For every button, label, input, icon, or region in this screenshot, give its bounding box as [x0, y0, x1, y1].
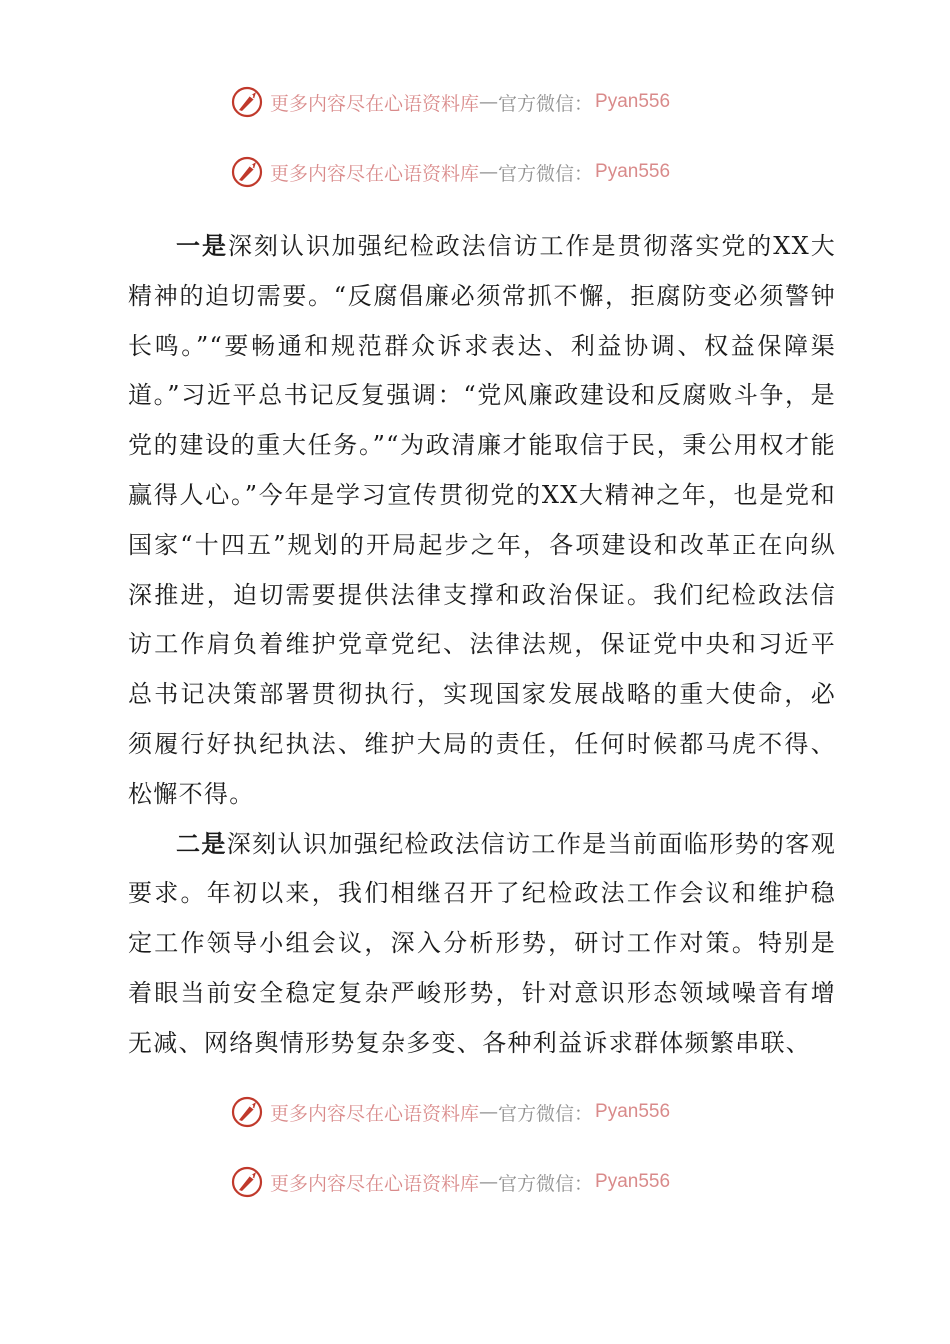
watermark-dash: — — [479, 161, 499, 183]
paragraph-1 — [128, 222, 836, 820]
paragraph-text: 深刻认识加强纪检政法信访工作是当前面临形势的客观要求。年初以来，我们相继召开了纪检政法工作会议和维护稳定工作领导小组会议，深入分析形势，研讨工作对策。特别是着眼当前安全稳定复杂严峻形势，针对意识形态领域噪音有增无减、网络舆情形势复杂多变、各种利益诉求群体频繁串联、 — [128, 829, 836, 1057]
watermark-dash: — — [479, 1171, 499, 1193]
watermark-label: 官方微信： — [498, 162, 594, 185]
paragraph-text: 深刻认识加强纪检政法信访工作是贯彻落实党的XX大精神的迫切需要。“反腐倡廉必须常抓不懈，拒腐防变必须警钟长鸣。”“要畅通和规范群众诉求表达、利益协调、权益保障渠道。”习近平总书记反复强调：“党风廉政建设和反腐败斗争，是党的建设的重大任务。”“为政清廉才能取信于民，秉公用权才能赢得人心。”今年是学习宣传贯彻党的XX大精神之年，也是党和国家“十四五”规划的开局起步之年，各项建设和改革正在向纵深推进，迫切需要提供法律支撑和政治保证。我们纪检政法信访工作肩负着维护党章党纪、法律法规，保证党中央和习近平总书记决策部署贯彻执行，实现国家发展战略的重大使命，必须履行好执纪执法、维护大局的责任，任何时候都马虎不得、松懈不得。 — [128, 232, 836, 808]
watermark-label: 官方微信： — [498, 1102, 594, 1125]
watermark-dash: — — [479, 1101, 499, 1123]
watermark-banner — [230, 154, 670, 190]
watermark-dash: — — [479, 91, 499, 113]
watermark-label: 官方微信： — [498, 92, 594, 115]
watermark-main-text: 更多内容尽在心语资料库 — [270, 162, 480, 185]
paragraph-2 — [128, 820, 836, 1069]
paragraph-lead: 二是 — [176, 829, 227, 858]
document-body — [128, 222, 836, 1069]
watermark-account: Pyan556 — [595, 91, 671, 112]
watermark-main-text: 更多内容尽在心语资料库 — [270, 1102, 480, 1125]
watermark-account: Pyan556 — [595, 1171, 671, 1192]
watermark-banner — [230, 1164, 670, 1200]
pen-nib-logo-icon — [230, 1094, 266, 1130]
watermark-account: Pyan556 — [595, 161, 671, 182]
paragraph-lead: 一是 — [176, 232, 228, 260]
watermark-main-text: 更多内容尽在心语资料库 — [270, 1172, 480, 1195]
pen-nib-logo-icon — [230, 1164, 266, 1200]
watermark-label: 官方微信： — [498, 1172, 594, 1195]
watermark-main-text: 更多内容尽在心语资料库 — [270, 92, 480, 115]
pen-nib-logo-icon — [230, 154, 266, 190]
watermark-banner — [230, 84, 670, 120]
pen-nib-logo-icon — [230, 84, 266, 120]
watermark-account: Pyan556 — [595, 1101, 671, 1122]
watermark-banner — [230, 1094, 670, 1130]
